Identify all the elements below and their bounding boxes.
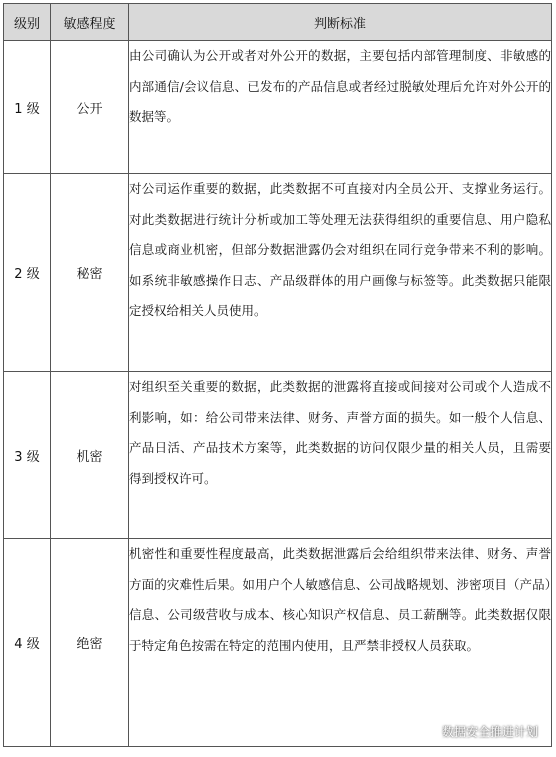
header-criteria: 判断标准 [129,4,552,41]
watermark-text: 数据安全推进计划 [441,724,538,739]
level-cell: 4 级 [4,539,51,747]
criteria-cell: 对组织至关重要的数据，此类数据的泄露将直接或间接对公司或个人造成不利影响，如：给公司带来法律、财务、声誉方面的损失。如一般个人信息、产品日活、产品技术方案等，此类数据的访问仅限少量的相关人员，且需要得到授权许可。 [129,372,552,539]
criteria-cell: 由公司确认为公开或者对外公开的数据，主要包括内部管理制度、非敏感的内部通信/会议信息、已发布的产品信息或者经过脱敏处理后允许对外公开的数据等。 [129,41,552,174]
level-cell: 3 级 [4,372,51,539]
table-row [4,174,552,372]
sensitivity-cell: 机密 [51,372,129,539]
sensitivity-cell: 绝密 [51,539,129,747]
header-row [4,4,552,41]
level-cell: 2 级 [4,174,51,372]
header-sensitivity: 敏感程度 [51,4,129,41]
wechat-icon [413,721,437,741]
table-row [4,372,552,539]
data-classification-table [3,3,552,747]
watermark [413,721,538,741]
header-level: 级别 [4,4,51,41]
table-row [4,41,552,174]
criteria-cell: 机密性和重要性程度最高，此类数据泄露后会给组织带来法律、财务、声誉方面的灾难性后果。如用户个人敏感信息、公司战略规划、涉密项目（产品）信息、公司级营收与成本、核心知识产权信息、员工薪酬等。此类数据仅限于特定角色按需在特定的范围内使用，且严禁非授权人员获取。 [129,539,552,747]
criteria-cell: 对公司运作重要的数据，此类数据不可直接对内全员公开、支撑业务运行。对此类数据进行统计分析或加工等处理无法获得组织的重要信息、用户隐私信息或商业机密，但部分数据泄露仍会对组织在同行竞争带来不利的影响。如系统非敏感操作日志、产品级群体的用户画像与标签等。此类数据只能限定授权给相关人员使用。 [129,174,552,372]
sensitivity-cell: 公开 [51,41,129,174]
sensitivity-cell: 秘密 [51,174,129,372]
level-cell: 1 级 [4,41,51,174]
table-row [4,539,552,747]
